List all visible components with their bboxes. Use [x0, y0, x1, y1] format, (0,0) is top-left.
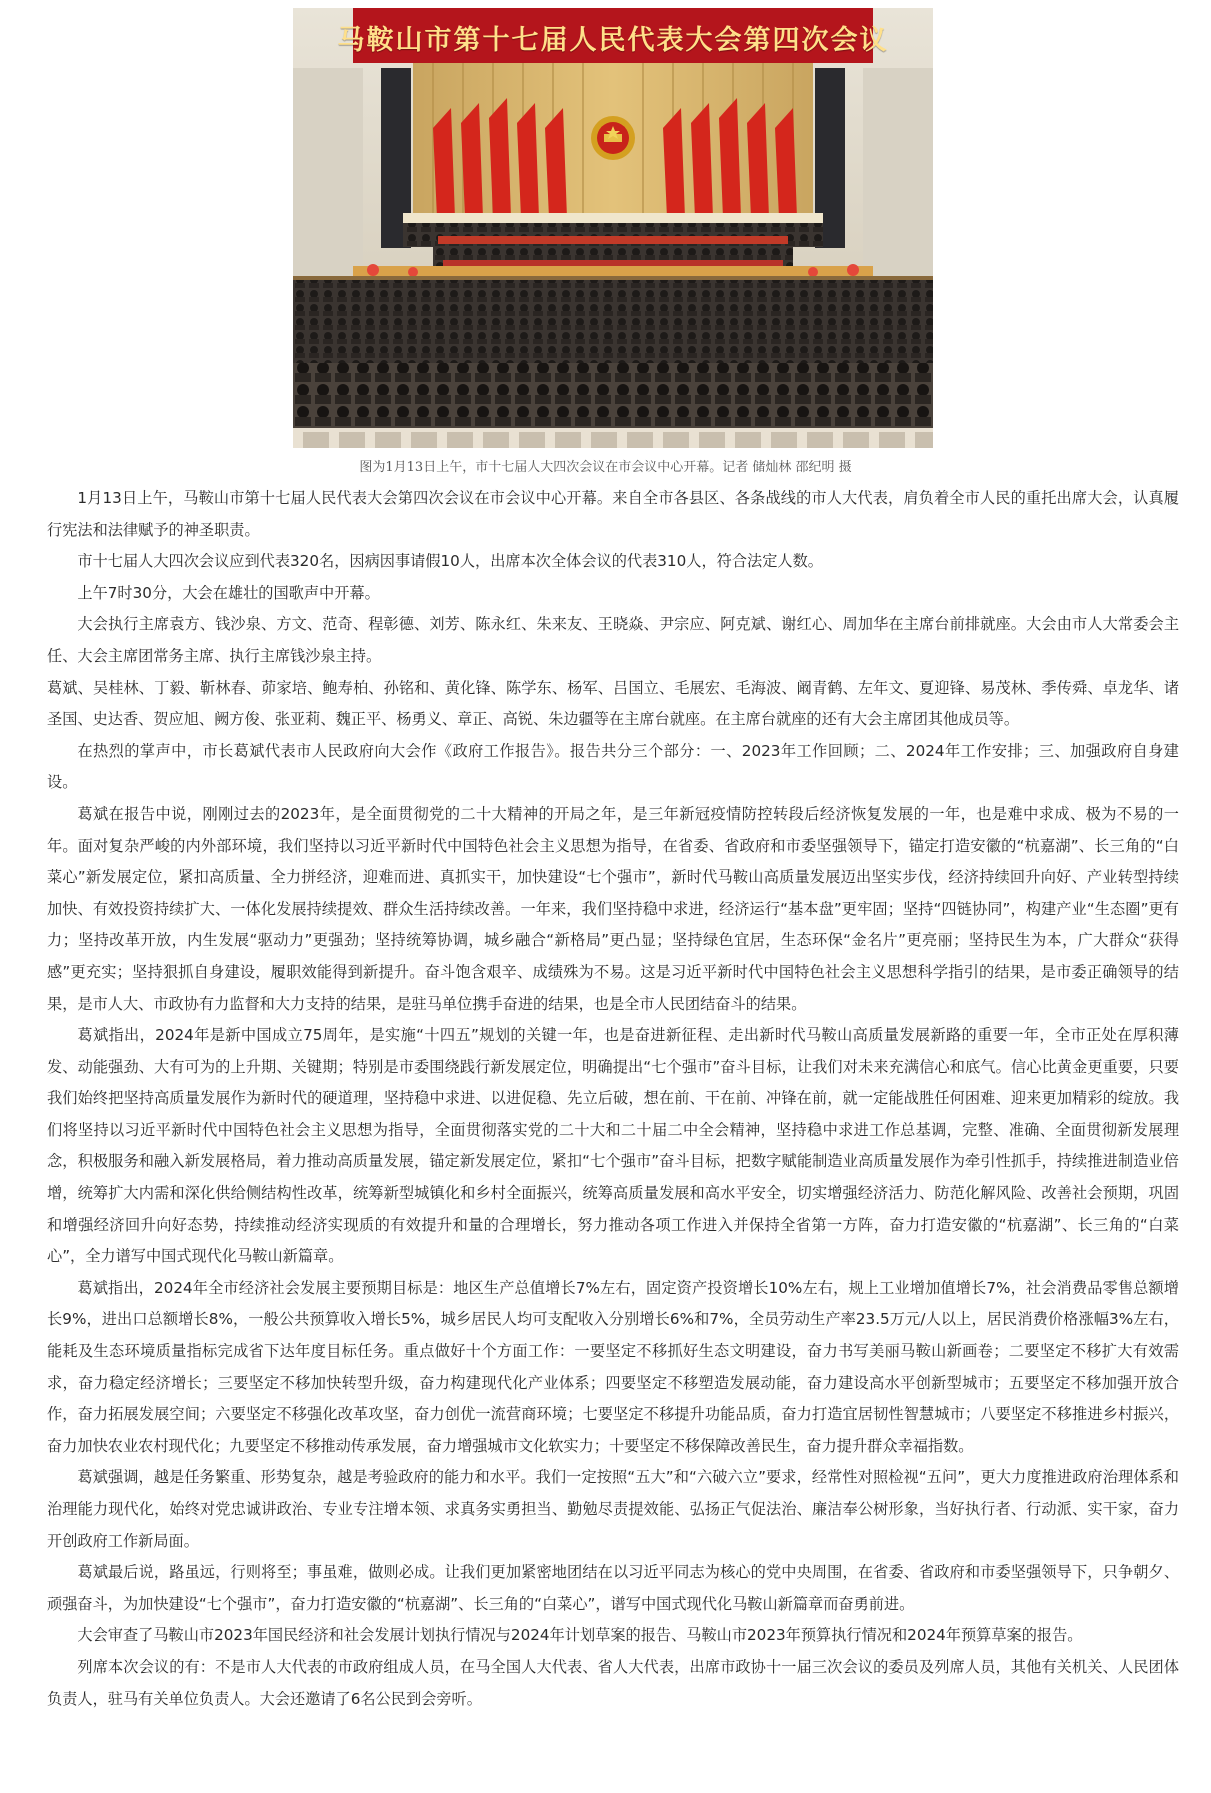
article-body [47, 483, 1179, 1715]
photo-caption: 图为1月13日上午，市十七届人大四次会议在市会议中心开幕。记者 储灿林 邵纪明 摄 [359, 460, 852, 475]
paragraph: 大会执行主席袁方、钱沙泉、方文、范奇、程彰德、刘芳、陈永红、朱来友、王晓焱、尹宗应、阿克斌、谢红心、周加华在主席台前排就座。大会由市人大常委会主任、大会主席团常务主席、执行主席钱沙泉主持。 [47, 615, 1179, 665]
paragraph: 1月13日上午，马鞍山市第十七届人民代表大会第四次会议在市会议中心开幕。来自全市各县区、各条战线的市人大代表，肩负着全市人民的重托出席大会，认真履行宪法和法律赋予的神圣职责。 [47, 489, 1179, 539]
meeting-photo-illustration [293, 8, 933, 448]
paragraph: 葛斌指出，2024年是新中国成立75周年，是实施“十四五”规划的关键一年，也是奋进新征程、走出新时代马鞍山高质量发展新路的重要一年，全市正处在厚积薄发、动能强劲、大有可为的上升期、关键期；特别是市委围绕践行新发展定位，明确提出“七个强市”奋斗目标，让我们对未来充满信心和底气。信心比黄金更重要，只要我们始终把坚持高质量发展作为新时代的硬道理，坚持稳中求进、以进促稳、先立后破，想在前、干在前、冲锋在前，就一定能战胜任何困难、迎来更加精彩的绽放。我们将坚持以习近平新时代中国特色社会主义思想为指导，全面贯彻落实党的二十大和二十届二中全会精神，坚持稳中求进工作总基调，完整、准确、全面贯彻新发展理念，积极服务和融入新发展格局，着力推动高质量发展，锚定新发展定位，紧扣“七个强市”奋斗目标，把数字赋能制造业高质量发展作为牵引性抓手，持续推进制造业倍增，统筹扩大内需和深化供给侧结构性改革，统筹新型城镇化和乡村全面振兴，统筹高质量发展和高水平安全，切实增强经济活力、防范化解风险、改善社会预期，巩固和增强经济回升向好态势，持续推动经济实现质的有效提升和量的合理增长，努力推动各项工作进入并保持全省第一方阵，奋力打造安徽的“杭嘉湖”、长三角的“白菜心”，全力谱写中国式现代化马鞍山新篇章。 [47, 1026, 1179, 1266]
paragraph: 葛斌强调，越是任务繁重、形势复杂，越是考验政府的能力和水平。我们一定按照“五大”和“六破六立”要求，经常性对照检视“五问”，更大力度推进政府治理体系和治理能力现代化，始终对党忠诚讲政治、专业专注增本领、求真务实勇担当、勤勉尽责提效能、弘扬正气促法治、廉洁奉公树形象，当好执行者、行动派、实干家，奋力开创政府工作新局面。 [47, 1468, 1179, 1550]
paragraph: 上午7时30分，大会在雄壮的国歌声中开幕。 [77, 583, 380, 602]
paragraph: 在热烈的掌声中，市长葛斌代表市人民政府向大会作《政府工作报告》。报告共分三个部分：一、2023年工作回顾；二、2024年工作安排；三、加强政府自身建设。 [47, 741, 1179, 792]
paragraph: 葛斌指出，2024年全市经济社会发展主要预期目标是：地区生产总值增长7%左右，固定资产投资增长10%左右，规上工业增加值增长7%，社会消费品零售总额增长9%，进出口总额增长8%，一般公共预算收入增长5%，城乡居民人均可支配收入分别增长6%和7%，全员劳动生产率23.5万元/人以上，居民消费价格涨幅3%左右，能耗及生态环境质量指标完成省下达年度目标任务。重点做好十个方面工作：一要坚定不移抓好生态文明建设，奋力书写美丽马鞍山新画卷；二要坚定不移扩大有效需求，奋力稳定经济增长；三要坚定不移加快转型升级，奋力构建现代化产业体系；四要坚定不移塑造发展动能，奋力建设高水平创新型城市；五要坚定不移加强开放合作，奋力拓展发展空间；六要坚定不移强化改革攻坚，奋力创优一流营商环境；七要坚定不移提升功能品质，奋力打造宜居韧性智慧城市；八要坚定不移推进乡村振兴，奋力加快农业农村现代化；九要坚定不移推动传承发展，奋力增强城市文化软实力；十要坚定不移保障改善民生，奋力提升群众幸福指数。 [47, 1278, 1179, 1455]
emblem-icon [591, 116, 635, 160]
banner-title: 马鞍山市第十七届人民代表大会第四次会议 [337, 25, 889, 56]
paragraph: 列席本次会议的有：不是市人大代表的市政府组成人员，在马全国人大代表、省人大代表，出席市政协十一届三次会议的委员及列席人员，其他有关机关、人民团体负责人，驻马有关单位负责人。大会还邀请了6名公民到会旁听。 [47, 1657, 1179, 1708]
paragraph: 葛斌在报告中说，刚刚过去的2023年，是全面贯彻党的二十大精神的开局之年，是三年新冠疫情防控转段后经济恢复发展的一年，也是难中求成、极为不易的一年。面对复杂严峻的内外部环境，我们坚持以习近平新时代中国特色社会主义思想为指导，在省委、省政府和市委坚强领导下，锚定打造安徽的“杭嘉湖”、长三角的“白菜心”新发展定位，紧扣高质量、全力拼经济，迎难而进、真抓实干，加快建设“七个强市”，新时代马鞍山高质量发展迈出坚实步伐，经济持续回升向好、产业转型持续加快、有效投资持续扩大、一体化发展持续提效、群众生活持续改善。一年来，我们坚持稳中求进，经济运行“基本盘”更牢固；坚持“四链协同”，构建产业“生态圈”更有力；坚持改革开放，内生发展“驱动力”更强劲；坚持统筹协调，城乡融合“新格局”更凸显；坚持绿色宜居，生态环保“金名片”更亮丽；坚持民生为本，广大群众“获得感”更充实；坚持狠抓自身建设，履职效能得到新提升。奋斗饱含艰辛、成绩殊为不易。这是习近平新时代中国特色社会主义思想科学指引的结果，是市委正确领导的结果，是市人大、市政协有力监督和大力支持的结果，是驻马单位携手奋进的结果，也是全市人民团结奋斗的结果。 [47, 804, 1179, 1013]
paragraph: 大会审查了马鞍山市2023年国民经济和社会发展计划执行情况与2024年计划草案的报告、马鞍山市2023年预算执行情况和2024年预算草案的报告。 [77, 1626, 1083, 1645]
paragraph: 葛斌最后说，路虽远，行则将至；事虽难，做则必成。让我们更加紧密地团结在以习近平同志为核心的党中央周围，在省委、省政府和市委坚强领导下，只争朝夕、顽强奋斗，为加快建设“七个强市”，奋力打造安徽的“杭嘉湖”、长三角的“白菜心”，谱写中国式现代化马鞍山新篇章而奋勇前进。 [47, 1563, 1179, 1613]
paragraph: 葛斌、吴桂林、丁毅、靳林春、茆家培、鲍寿柏、孙铭和、黄化锋、陈学东、杨军、吕国立、毛展宏、毛海波、阚青鹤、左年文、夏迎锋、易茂林、季传舜、卓龙华、诸圣国、史达香、贺应旭、阙方俊、张亚莉、魏正平、杨勇义、章正、高锐、朱边疆等在主席台就座。在主席台就座的还有大会主席团其他成员等。 [47, 678, 1179, 729]
meeting-photo [293, 8, 933, 448]
paragraph: 市十七届人大四次会议应到代表320名，因病因事请假10人，出席本次全体会议的代表310人，符合法定人数。 [77, 552, 823, 571]
